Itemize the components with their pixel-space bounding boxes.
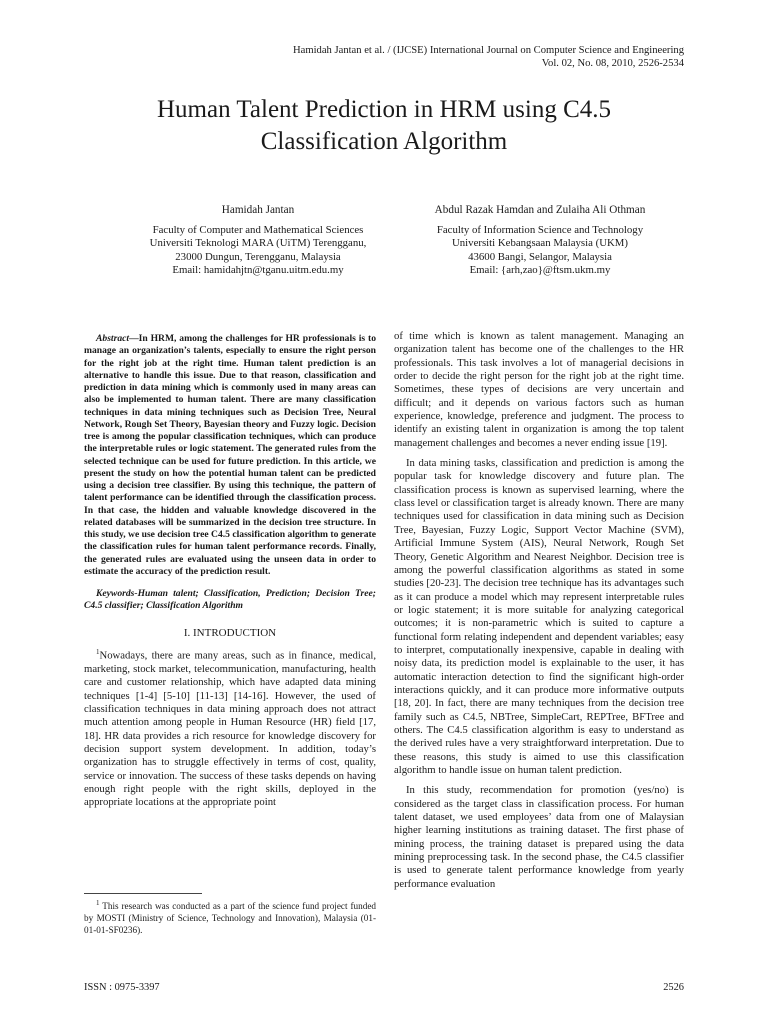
author-address: 23000 Dungun, Terengganu, Malaysia bbox=[175, 250, 341, 263]
footnote bbox=[84, 898, 376, 936]
author-name: Abdul Razak Hamdan and Zulaiha Ali Othman bbox=[434, 204, 646, 216]
author-affiliation: Faculty of Information Science and Technology bbox=[436, 223, 644, 236]
title-line-1: Human Talent Prediction in HRM using C4.5 bbox=[156, 96, 612, 123]
footnote-mark: 1 bbox=[96, 899, 100, 907]
body-paragraph: In this study, recommendation for promotion (yes/no) is considered as the target class in classification process. For human talent dataset, we used employees’ data from one of Malaysian higher learning institutions as training dataset. The first phase of mining process, the training dataset is prepared using the data mining preprocessing task. In the second phase, the C4.5 classifier is used to generate talent performance knowledge from yearly performance evaluation bbox=[394, 784, 684, 890]
body-paragraph: In data mining tasks, classification and prediction is among the popular task for knowledge discovery and future plan. The classification process is known as supervised learning, where the class level or classification target is already known. There are many techniques used for classification in data mining such as Decision Tree, Bayesian, Fuzzy Logic, Support Vector Machine (SVM), Artificial Immune System (AIS), Neural Network, Rough Set Theory, Genetic Algorithm and Nearest Neighbor. Decision tree is among the powerful classification algorithms as stated in some studies [20-23]. The decision tree technique has its advantages such as it can produce a model which may represent interpretable rules or logic statement; it is more suitable for analyzing categorical outcomes; it is non-parametric which is suited to capture a functional form relating independent and dependent variables; easy to interpret, computationally inexpensive, capable in dealing with noisy data, its prediction model is explainable to the user, it has automatic interaction detection to find the significant high-order interactions quickly, and it can produce more informative outputs [18, 20]. In fact, there are many techniques from the decision tree family such as C4.5, NBTree, SimpleCart, REPTree, BFTree and others. The C4.5 classification algorithm is easy to understand as the derived rules have a very straightforward interpretation. Due to these reasons, this study is aimed to use this classification algorithm to handle issue on human talent prediction. bbox=[394, 457, 684, 776]
page-number: 2526 bbox=[663, 982, 684, 993]
author-block-2 bbox=[380, 204, 700, 278]
intro-paragraph bbox=[84, 646, 376, 810]
author-affiliation: Universiti Kebangsaan Malaysia (UKM) bbox=[451, 237, 628, 249]
abstract bbox=[84, 333, 376, 578]
journal-line: Hamidah Jantan et al. / (IJCSE) International Journal on Computer Science and Engineering bbox=[293, 45, 684, 56]
section-heading-introduction: I. INTRODUCTION bbox=[183, 626, 277, 639]
author-email: Email: {arh,zao}@ftsm.ukm.my bbox=[469, 264, 611, 276]
abstract-text: —In HRM, among the challenges for HR professionals is to manage an organization’s talents, especially to ensure the right person for the right job at the right time. Human talent prediction is an alternative to handle this issue. Due to that reason, classification and prediction in data mining which is commonly used in many areas can also be implemented to human talent. There are many classification techniques in data mining techniques such as Decision Tree, Neural Network, Rough Set Theory, Bayesian theory and Fuzzy logic. Decision tree is among the popular classification techniques, which can produce the interpretable rules or logic statement. The generated rules from the selected technique can be used for future prediction. In this article, we present the study on how the potential human talent can be predicted using a decision tree classifier. By using this technique, the pattern of talent performance can be identified through the classification process. In that case, the hidden and valuable knowledge discovered in the related databases will be summarized in the decision tree structure. In this study, we use decision tree C4.5 classification algorithm to generate the classification rules for human talent performance records. Finally, the generated rules are evaluated using the unseen data in order to estimate the accuracy of the prediction result. bbox=[84, 333, 376, 577]
footnote-ref: 1 bbox=[96, 647, 100, 656]
volume-line: Vol. 02, No. 08, 2010, 2526-2534 bbox=[541, 58, 684, 69]
abstract-label: Abstract bbox=[96, 333, 130, 344]
intro-text: Nowadays, there are many areas, such as in finance, medical, marketing, stock market, telecommunication, manufacturing, health care and customer relationship, which have adapted data mining techniques [1-4] [5-10] [11-13] [14-16]. However, the used of classification techniques in data mining approach does not attract much attention among people in Human Resource (HR) field [17, 18]. HR data provides a rich resource for knowledge discovery for decision support system development. In addition, today’s organization has to struggle effectively in terms of cost, quality, service or innovation. The success of these tasks depends on having enough right people with the right skills, deployed in the appropriate locations at the appropriate point bbox=[84, 649, 376, 809]
author-affiliation: Faculty of Computer and Mathematical Sciences bbox=[152, 223, 364, 236]
right-column bbox=[394, 330, 684, 898]
issn: ISSN : 0975-3397 bbox=[84, 982, 160, 993]
author-email: Email: hamidahjtn@tganu.uitm.edu.my bbox=[172, 264, 344, 276]
author-name: Hamidah Jantan bbox=[221, 204, 295, 216]
paper-title bbox=[0, 94, 768, 158]
left-column bbox=[84, 333, 376, 817]
footnote-text: This research was conducted as a part of the science fund project funded by MOSTI (Ministry of Science, Technology and Innovation), Malaysia (01-01-01-SF0236). bbox=[84, 901, 376, 935]
keywords: Keywords-Human talent; Classification, Prediction; Decision Tree; C4.5 classifier; Classification Algorithm bbox=[84, 588, 376, 612]
title-line-2: Classification Algorithm bbox=[260, 128, 508, 155]
author-affiliation: Universiti Teknologi MARA (UiTM) Terengganu, bbox=[149, 237, 367, 249]
author-block-1 bbox=[98, 204, 418, 278]
author-address: 43600 Bangi, Selangor, Malaysia bbox=[468, 250, 612, 263]
footnote-rule bbox=[84, 893, 202, 894]
running-header bbox=[293, 44, 684, 70]
body-paragraph: of time which is known as talent management. Managing an organization talent has become one of the challenges to the HR professionals. This task involves a lot of managerial decisions in order to decide the right person for the right job at the right time. Sometimes, these types of decisions are very uncertain and difficult; and it depends on various factors such as human experience, knowledge, preference and judgment. The process to identify an existing talent in organization is among the top talent management challenges and becomes a never ending issue [19]. bbox=[394, 330, 684, 449]
